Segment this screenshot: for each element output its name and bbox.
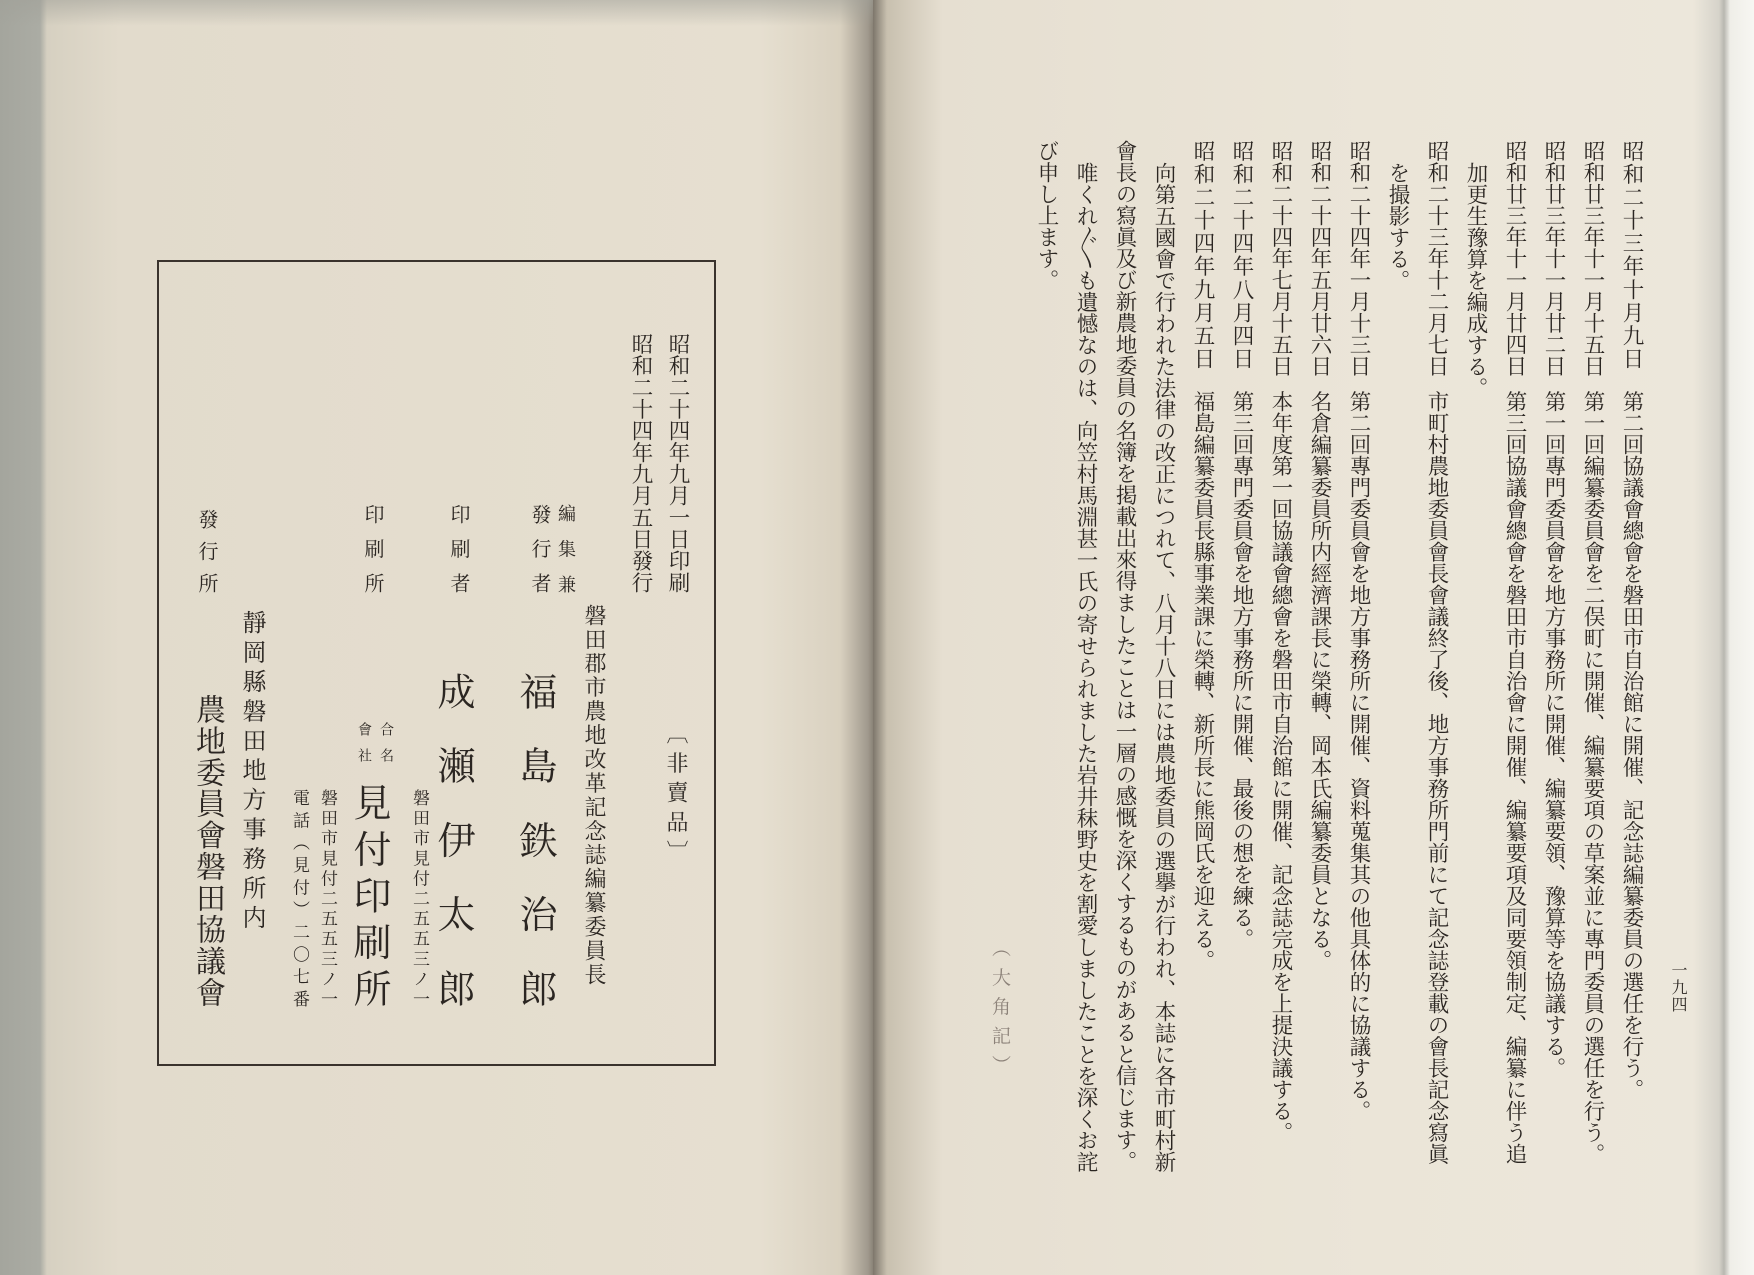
entry-text: 市町村農地委員會長會議終了後、地方事務所門前にて記念誌登載の會長記念寫眞 bbox=[1424, 390, 1449, 1165]
chronology-entry bbox=[1417, 140, 1456, 1240]
printer-label: 印刷者 bbox=[447, 504, 471, 593]
printer-name: 成瀬伊太郎 bbox=[431, 672, 475, 1007]
entry-date: 昭和廿三年十一月廿二日 bbox=[1541, 140, 1566, 377]
chronology-entry bbox=[1261, 140, 1300, 1240]
entry-date: 昭和二十四年一月十三日 bbox=[1346, 140, 1371, 377]
printed-date: 昭和二十四年九月一日印刷 bbox=[665, 333, 690, 593]
chronology-entry bbox=[1573, 140, 1612, 1240]
entry-date: 昭和二十四年八月四日 bbox=[1229, 140, 1254, 369]
editor-label-2: 發行者 bbox=[528, 504, 552, 593]
closing-paragraph-line bbox=[1066, 140, 1105, 1240]
entry-continuation bbox=[1378, 140, 1417, 1240]
print-shop-address: 磐田市見付二五五三ノ一 bbox=[317, 789, 337, 1007]
publisher-name: 農地委員會磐田協議會 bbox=[190, 694, 225, 1007]
entry-text: 第二回專門委員會を地方事務所に開催、資料蒐集其の他具体的に協議する。 bbox=[1346, 390, 1371, 1122]
entry-date: 昭和二十四年九月五日 bbox=[1190, 140, 1215, 369]
chronology-text bbox=[1027, 140, 1651, 1240]
closing-paragraph-line bbox=[1144, 140, 1183, 1240]
printer-address: 磐田市見付二五五三ノ一 bbox=[409, 789, 429, 1007]
print-shop-phone: 電話（見付）二〇七番 bbox=[289, 789, 309, 1007]
chronology-entry bbox=[1339, 140, 1378, 1240]
entry-date: 昭和廿三年十一月十五日 bbox=[1580, 140, 1605, 377]
entry-date: 昭和二十四年七月十五日 bbox=[1268, 140, 1293, 377]
entry-text: を撮影する。 bbox=[1385, 161, 1410, 291]
entry-date: 昭和廿三年十一月廿四日 bbox=[1502, 140, 1527, 377]
chronology-entry bbox=[1495, 140, 1534, 1240]
entry-date: 昭和二十三年十月九日 bbox=[1619, 140, 1644, 369]
entry-continuation bbox=[1456, 140, 1495, 1240]
entry-text: 向第五國會で行われた法律の改正につれて、八月十八日には農地委員の選擧が行われ、本誌に各市町村新 bbox=[1151, 161, 1176, 1172]
not-for-sale-label: 〔非賣品〕 bbox=[663, 722, 688, 862]
print-shop-label: 印刷所 bbox=[361, 504, 385, 593]
entry-date: 昭和二十四年五月廿六日 bbox=[1307, 140, 1332, 377]
entry-text: 會長の寫眞及び新農地委員の名簿を掲載出來得ましたことは一層の感慨を深くするものがあると信じます。 bbox=[1112, 140, 1137, 1172]
entry-text: 第三回協議會總會を磐田市自治會に開催、編纂要項及同要領制定、編纂に伴う追 bbox=[1502, 390, 1527, 1165]
page-number: 一九四 bbox=[1669, 962, 1688, 1012]
chronology-entry bbox=[1183, 140, 1222, 1240]
editor-label-1: 編集兼 bbox=[555, 504, 576, 593]
issued-date: 昭和二十四年九月五日發行 bbox=[628, 333, 653, 593]
entry-text: 加更生豫算を編成する。 bbox=[1463, 161, 1488, 398]
author-signature: （大角記） bbox=[989, 938, 1011, 1074]
entry-text: び申し上ます。 bbox=[1034, 140, 1059, 291]
entry-text: 第三回專門委員會を地方事務所に開催、最後の想を練る。 bbox=[1229, 390, 1254, 950]
entry-text: 第一回專門委員會を地方事務所に開催、編纂要領、豫算等を協議する。 bbox=[1541, 390, 1566, 1079]
editor-name: 福島鉄治郎 bbox=[513, 672, 557, 1007]
editor-title: 磐田郡市農地改革記念誌編纂委員長 bbox=[581, 604, 606, 985]
publisher-address: 靜岡縣磐田地方事務所内 bbox=[238, 610, 266, 929]
entry-text: 第二回協議會總會を磐田市自治館に開催、記念誌編纂委員の選任を行う。 bbox=[1619, 390, 1644, 1100]
closing-paragraph-line bbox=[1027, 140, 1066, 1240]
chronology-entry bbox=[1300, 140, 1339, 1240]
entry-text: 本年度第一回協議會總會を磐田市自治館に開催、記念誌完成を上提決議する。 bbox=[1268, 390, 1293, 1143]
publisher-label: 發行所 bbox=[195, 509, 219, 593]
entry-date: 昭和二十三年十二月七日 bbox=[1424, 140, 1449, 377]
entry-text: 福島編纂委員長縣事業課に榮轉、新所長に熊岡氏を迎える。 bbox=[1190, 390, 1215, 971]
chronology-entry bbox=[1222, 140, 1261, 1240]
closing-paragraph-line bbox=[1105, 140, 1144, 1240]
chronology-entry bbox=[1612, 140, 1651, 1240]
entry-text: 唯くれ〴〵も遺憾なのは、向笠村馬淵甚一氏の寄せられました岩井秣野史を割愛しましたことを深くお詫 bbox=[1073, 161, 1098, 1172]
print-shop-type-1: 合名 bbox=[378, 722, 394, 762]
entry-text: 名倉編纂委員所内經濟課長に榮轉、岡本氏編纂委員となる。 bbox=[1307, 390, 1332, 971]
chronology-entry bbox=[1534, 140, 1573, 1240]
print-shop-type-2: 會社 bbox=[356, 722, 372, 762]
print-shop-name: 見付印刷所 bbox=[347, 783, 391, 1007]
entry-text: 第一回編纂委員會を二俣町に開催、編纂要項の草案並に專門委員の選任を行う。 bbox=[1580, 390, 1605, 1165]
